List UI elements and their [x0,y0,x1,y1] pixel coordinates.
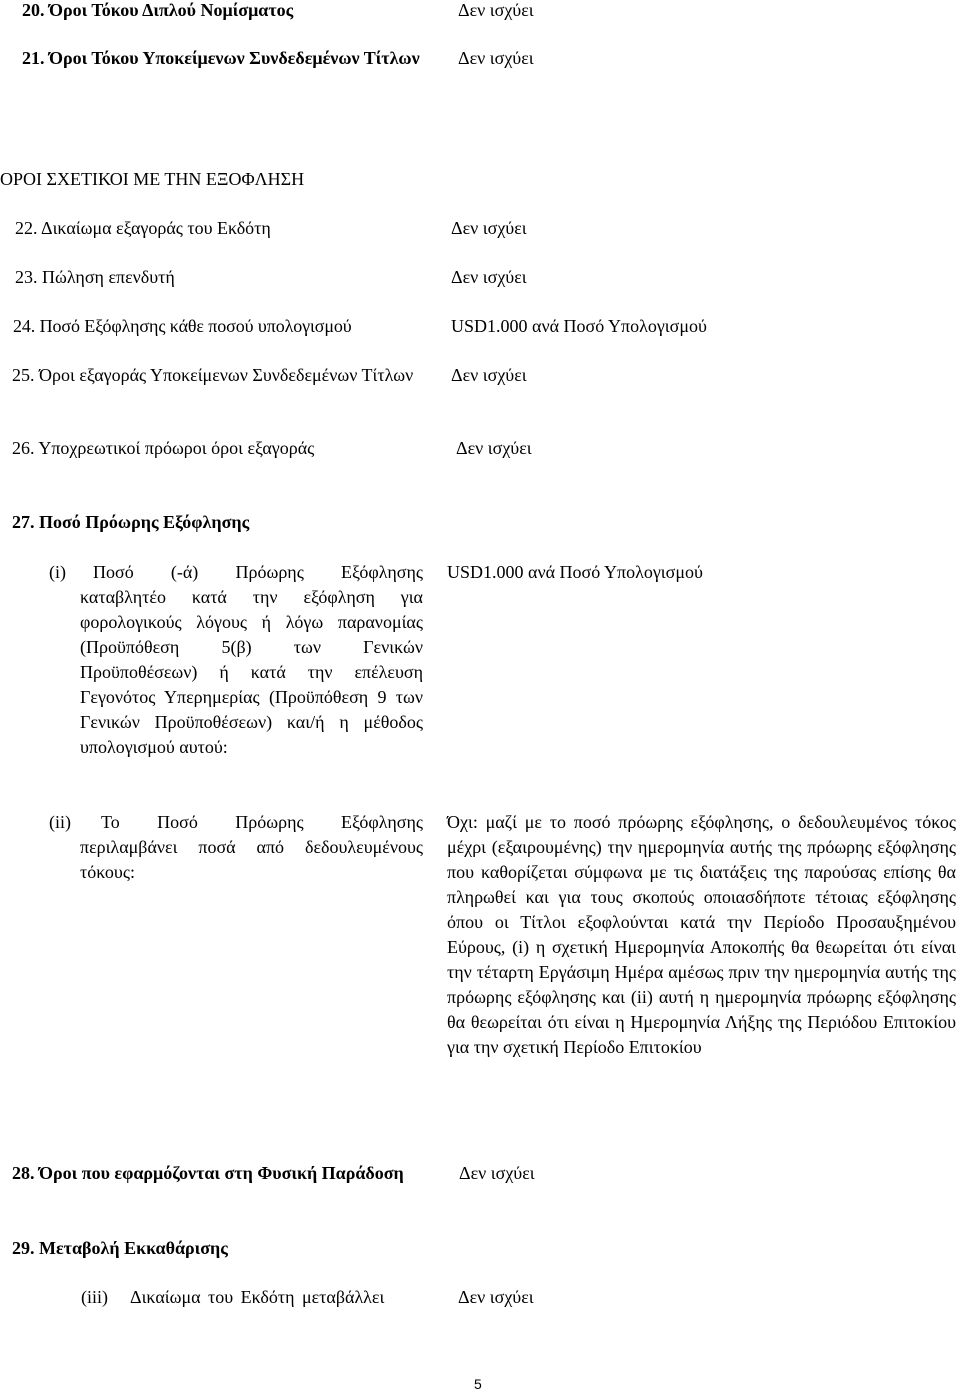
item-29-iii-text: Δικαίωμα του Εκδότη μεταβάλλει [130,1287,385,1307]
item-21-value: Δεν ισχύει [458,48,534,68]
item-22-label: 22. Δικαίωμα εξαγοράς του Εκδότη [15,218,271,238]
item-25-label: 25. Όροι εξαγοράς Υποκείμενων Συνδεδεμένων Τίτλων [12,365,414,385]
item-28-value: Δεν ισχύει [459,1163,535,1183]
item-22-value: Δεν ισχύει [451,218,527,238]
item-27-i-first-line: Ποσό (-ά) Πρόωρης Εξόφλησης [93,562,423,582]
section-heading: ΟΡΟΙ ΣΧΕΤΙΚΟΙ ΜΕ ΤΗΝ ΕΞΟΦΛΗΣΗ [0,169,305,189]
item-27-ii-text: περιλαμβάνει ποσά από δεδουλευμένους τόκους: [80,837,423,882]
item-29-iii-value: Δεν ισχύει [458,1287,534,1307]
item-20-value: Δεν ισχύει [458,0,534,20]
item-27-i-value: USD1.000 ανά Ποσό Υπολογισμού [447,562,703,582]
item-21-label: 21. Όροι Τόκου Υποκείμενων Συνδεδεμένων Τίτλων [22,48,420,68]
item-20-label: 20. Όροι Τόκου Διπλού Νομίσματος [22,0,294,20]
item-29-label: 29. Μεταβολή Εκκαθάρισης [12,1238,228,1258]
item-26-value: Δεν ισχύει [456,438,532,458]
item-24-value: USD1.000 ανά Ποσό Υπολογισμού [451,316,707,336]
item-28-label: 28. Όροι που εφαρμόζονται στη Φυσική Παράδοση [12,1163,404,1183]
item-29-iii-marker: (iii) [81,1287,108,1307]
item-27-ii-value: Όχι: μαζί με το ποσό πρόωρης εξόφλησης, ο δεδουλευμένος τόκος μέχρι (εξαιρουμένης) την ημερομηνία αυτής της πρόωρης εξόφλησης που καθορίζεται σύμφωνα με τις διατάξεις της παρούσας επίσης θα πληρωθεί και για τους σκοπούς οποιασδήποτε τέτοιας εξόφλησης όπου οι Τίτλοι εξοφλούνται κατά την Περίοδο Προσαυξημένου Εύρους, (i) η σχετική Ημερομηνία Αποκοπής θα θεωρείται ότι είναι την τέταρτη Εργάσιμη Ημέρα αμέσως πριν την ημερομηνία αυτής της πρόωρης εξόφλησης και (ii) αυτή η ημερομηνία πρόωρης εξόφλησης θα θεωρείται ότι είναι η Ημερομηνία Λήξης της Περιόδου Επιτοκίου για την σχετική Περίοδο Επιτοκίου [447,812,956,1057]
item-23-label: 23. Πώληση επενδυτή [15,267,175,287]
item-27-label: 27. Ποσό Πρόωρης Εξόφλησης [12,512,250,532]
item-27-ii-first-line: Το Ποσό Πρόωρης Εξόφλησης [101,812,423,832]
item-27-i-marker: (i) [49,562,66,582]
item-27-i-text: καταβλητέο κατά την εξόφληση για φορολογικούς λόγους ή λόγω παρανομίας (Προϋπόθεση 5(β) των Γενικών Προϋποθέσεων) ή κατά την επέλευση Γεγονότος Υπερημερίας (Προϋπόθεση 9 των Γενικών Προϋποθέσεων) και/ή η μέθοδος υπολογισμού αυτού: [80,587,423,757]
page-number: 5 [474,1376,482,1392]
item-23-value: Δεν ισχύει [451,267,527,287]
item-24-label: 24. Ποσό Εξόφλησης κάθε ποσού υπολογισμού [13,316,352,336]
item-25-value: Δεν ισχύει [451,365,527,385]
item-26-label: 26. Υποχρεωτικοί πρόωροι όροι εξαγοράς [12,438,315,458]
item-27-ii-marker: (ii) [49,812,71,832]
